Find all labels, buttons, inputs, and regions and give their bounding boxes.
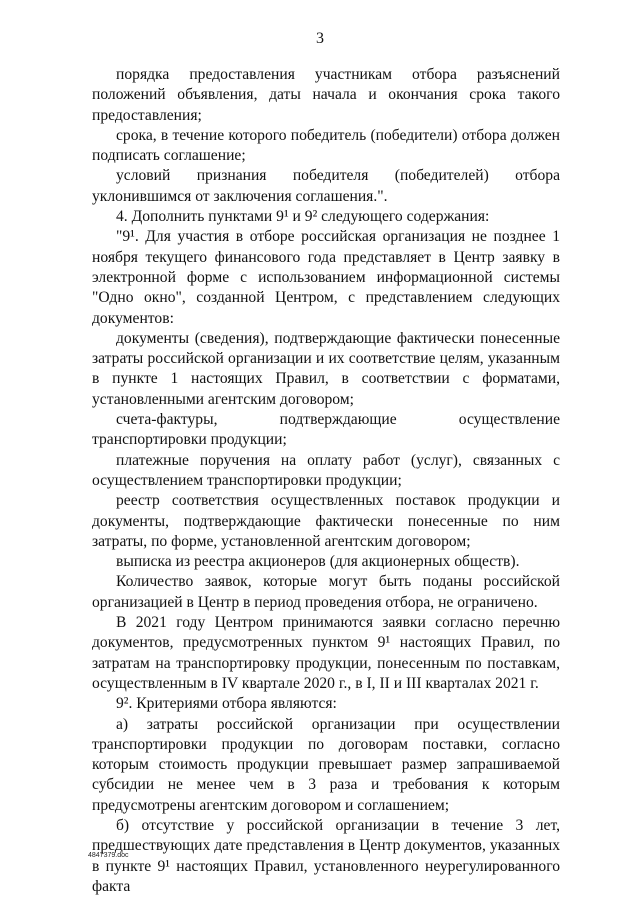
paragraph: порядка предоставления участникам отбора разъяснений положений объявления, даты начала и окончания срока такого предоставления; [92,66,560,124]
page-number: 3 [316,30,324,47]
file-name-footer: 4847379.doc [88,852,129,859]
paragraph: а) затраты российской организации при осуществлении транспортировки продукции по договорам поставки, согласно которым стоимость продукции превышает размер запрашиваемой субсидии не менее чем в 3 раза и требования к которым предусмотрены агентским договором и соглашением; [92,715,560,814]
paragraph: В 2021 году Центром принимаются заявки согласно перечню документов, предусмотренных пунктом 9¹ настоящих Правил, по затратам на транспортировку продукции, понесенным по поставкам, осуществленным в IV квартале 2020 г., в I, II и III кварталах 2021 г. [92,614,560,692]
paragraph: 4. Дополнить пунктами 9¹ и 9² следующего содержания: [116,208,490,226]
paragraph: 9². Критериями отбора являются: [116,695,337,713]
paragraph: Количество заявок, которые могут быть поданы российской организацией в Центр в период проведения отбора, не ограничено. [92,573,560,611]
paragraph: счета-фактуры, подтверждающие осуществление транспортировки продукции; [92,411,560,449]
paragraph: документы (сведения), подтверждающие фактически понесенные затраты российской организации и их соответствие целям, указанным в пункте 1 настоящих Правил, в соответствии с форматами, установленными агентским договором; [92,329,560,408]
paragraph: б) отсутствие у российской организации в течение 3 лет, предшествующих дате представления в Центр документов, указанных в пункте 9¹ настоящих Правил, установленного неурегулированного факта [92,816,560,895]
paragraph: платежные поручения на оплату работ (услуг), связанных с осуществлением транспортировки продукции; [92,451,560,489]
paragraph: срока, в течение которого победитель (победители) отбора должен подписать соглашение; [92,126,560,165]
paragraph: "9¹. Для участия в отборе российская организация не позднее 1 ноября текущего финансового года представляет в Центр заявку в электронной форме с использованием информационной системы "Одно окно", созданной Центром, с представлением следующих документов: [92,228,560,327]
document-body [92,65,560,897]
paragraph: реестр соответствия осуществленных поставок продукции и документы, подтверждающие фактически понесенные по ним затраты, по форме, установленной агентским договором; [92,492,560,550]
paragraph: выписка из реестра акционеров (для акционерных обществ). [116,553,520,571]
paragraph: условий признания победителя (победителей) отбора уклонившимся от заключения соглашения.". [92,167,560,205]
